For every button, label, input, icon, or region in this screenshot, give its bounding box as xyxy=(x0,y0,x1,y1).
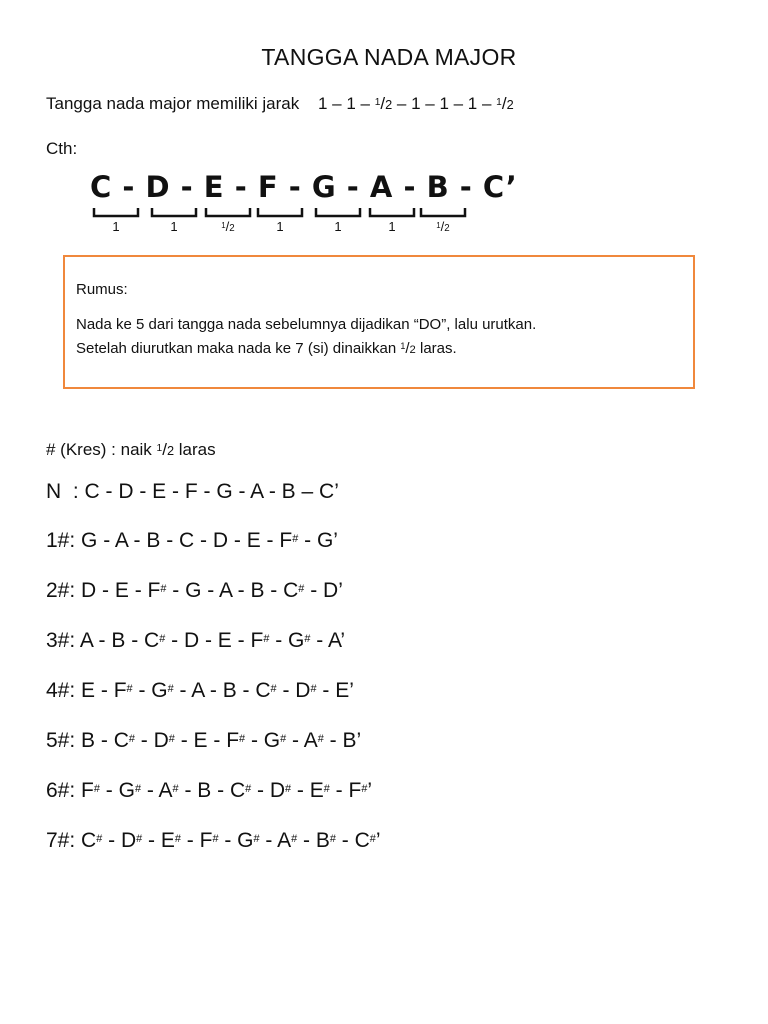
interval-brackets xyxy=(90,206,490,218)
scale-row xyxy=(46,529,338,553)
example-scale: C - D - E - F - G - A - B - C’ xyxy=(90,170,518,204)
scale-notes: C# - D# - E# - F# - G# - A# - B# - C#’ xyxy=(81,829,381,852)
interval-bracket xyxy=(94,208,138,216)
interval-step-label: $^1$/2 xyxy=(221,219,235,234)
scale-label: 6#: xyxy=(46,779,82,802)
scale-label: 7#: xyxy=(46,829,82,852)
interval-bracket xyxy=(370,208,414,216)
rumus-label: Rumus: xyxy=(76,281,128,298)
kres-before: # (Kres) : naik xyxy=(46,440,152,459)
interval-bracket xyxy=(421,208,465,216)
page-title: TANGGA NADA MAJOR xyxy=(261,44,517,70)
scale-label: 2#: xyxy=(46,579,82,602)
interval-bracket xyxy=(316,208,360,216)
kres-definition xyxy=(46,440,216,460)
interval-bracket xyxy=(152,208,196,216)
scale-row xyxy=(46,629,345,653)
interval-bracket xyxy=(206,208,250,216)
scale-label: 3#: xyxy=(46,629,80,652)
rumus-line-2-before: Setelah diurutkan maka nada ke 7 (si) dinaikkan xyxy=(76,340,397,357)
interval-step-label: $^1$/2 xyxy=(436,219,450,234)
scale-row xyxy=(46,679,354,703)
scale-label: 4#: xyxy=(46,679,82,702)
rumus-line-2-after: laras. xyxy=(419,340,457,357)
scale-row xyxy=(46,480,339,504)
intro-text: Tangga nada major memiliki jarak xyxy=(46,94,300,113)
scale-row xyxy=(46,829,381,853)
scale-label: N : xyxy=(46,480,85,503)
scale-notes: G - A - B - C - D - E - F# - G’ xyxy=(81,529,338,552)
example-label: Cth: xyxy=(46,139,78,158)
interval-pattern: 1 – 1 – $^1$/2 – 1 – 1 – 1 – $^1$/2 xyxy=(317,94,514,113)
scale-row xyxy=(46,779,372,803)
scale-row xyxy=(46,729,361,753)
interval-step-label: 1 xyxy=(334,219,342,234)
kres-after: laras xyxy=(178,440,216,459)
rumus-line-1: Nada ke 5 dari tangga nada sebelumnya dijadikan “DO”, lalu urutkan. xyxy=(76,316,537,333)
half-fraction: $^1$/2 xyxy=(400,340,416,357)
scale-notes: C - D - E - F - G - A - B – C’ xyxy=(84,480,339,503)
intro-line xyxy=(46,94,514,114)
scale-notes: E - F# - G# - A - B - C# - D# - E’ xyxy=(81,679,354,702)
scale-notes: B - C# - D# - E - F# - G# - A# - B’ xyxy=(81,729,362,752)
half-fraction: $^1$/2 xyxy=(156,440,175,459)
interval-step-label: 1 xyxy=(170,219,178,234)
rumus-line-2 xyxy=(76,340,457,357)
interval-step-label: 1 xyxy=(112,219,120,234)
scale-notes: D - E - F# - G - A - B - C# - D’ xyxy=(81,579,343,602)
interval-step-label: 1 xyxy=(388,219,396,234)
interval-bracket xyxy=(258,208,302,216)
interval-step-label: 1 xyxy=(276,219,284,234)
scale-label: 5#: xyxy=(46,729,82,752)
scale-row xyxy=(46,579,343,603)
scale-notes: F# - G# - A# - B - C# - D# - E# - F#’ xyxy=(81,779,373,802)
scale-label: 1#: xyxy=(46,529,82,552)
scale-notes: A - B - C# - D - E - F# - G# - A’ xyxy=(79,629,346,652)
